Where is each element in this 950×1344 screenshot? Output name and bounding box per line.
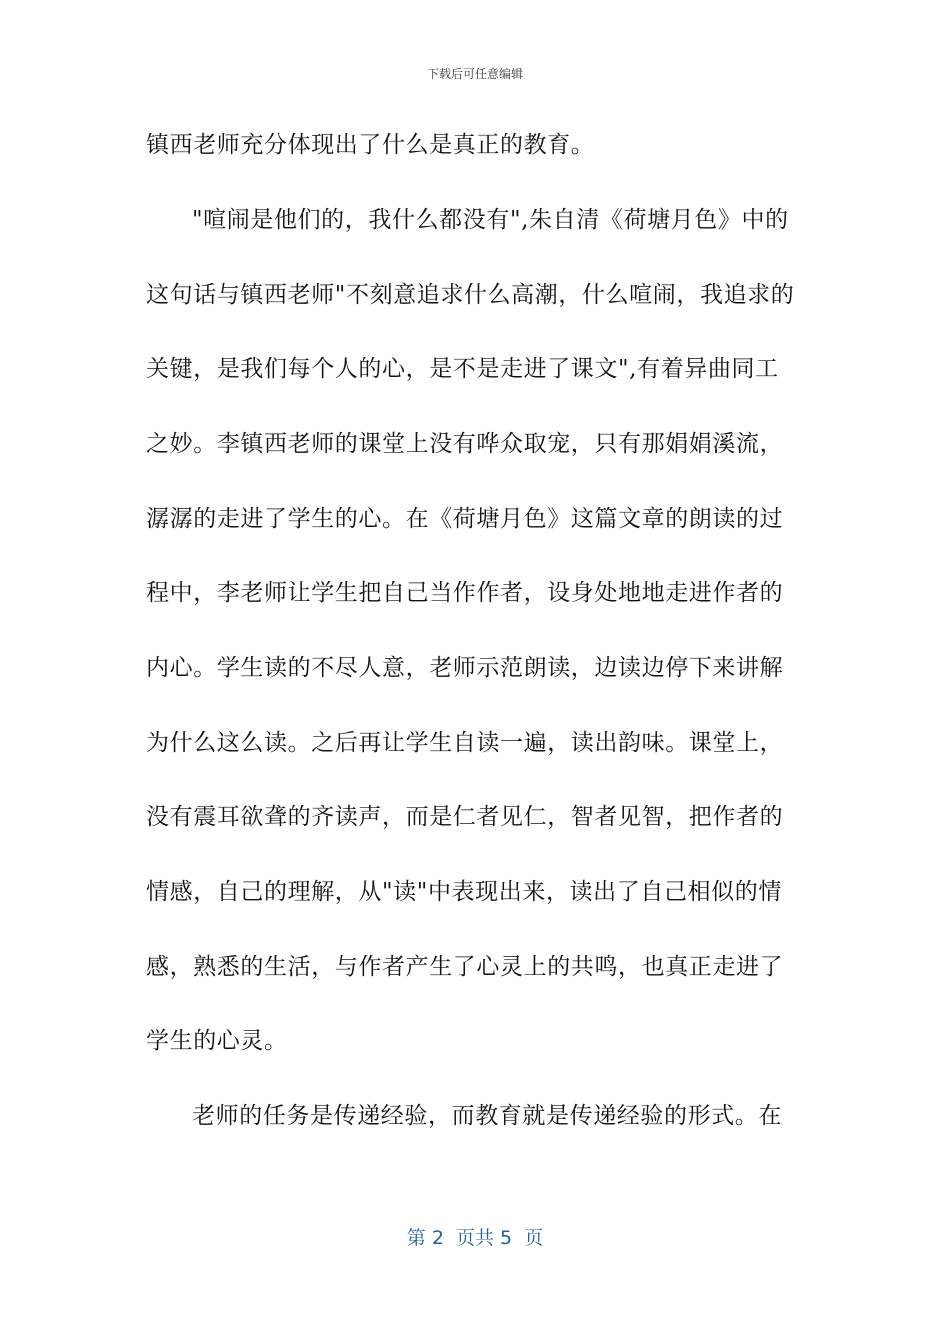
- paragraph-line: 感，熟悉的生活，与作者产生了心灵上的共鸣，也真正走进了: [146, 954, 784, 980]
- paragraph-line: 程中，李老师让学生把自己当作作者，设身处地地走进作者的: [146, 580, 784, 606]
- paragraph-line: 学生的心灵。: [146, 1028, 288, 1054]
- paragraph-line: 没有震耳欲聋的齐读声，而是仁者见仁，智者见智，把作者的: [146, 804, 784, 830]
- paragraph-line: 之妙。李镇西老师的课堂上没有哗众取宠，只有那娟娟溪流，: [146, 431, 784, 457]
- page-header: 下载后可任意编辑: [426, 67, 523, 81]
- paragraph-line: 内心。学生读的不尽人意，老师示范朗读，边读边停下来讲解: [146, 655, 784, 681]
- paragraph-line: "喧闹是他们的，我什么都没有",朱自清《荷塘月色》中的: [192, 207, 789, 233]
- paragraph-line: 潺潺的走进了学生的心。在《荷塘月色》这篇文章的朗读的过: [146, 506, 784, 532]
- paragraph-line: 情感，自己的理解，从"读"中表现出来，读出了自己相似的情: [146, 879, 782, 905]
- paragraph-line: 为什么这么读。之后再让学生自读一遍，读出韵味。课堂上，: [146, 730, 784, 756]
- paragraph-line: 老师的任务是传递经验，而教育就是传递经验的形式。在: [192, 1103, 782, 1129]
- page-number: 第 2 页共 5 页: [406, 1227, 544, 1249]
- paragraph-line: 镇西老师充分体现出了什么是真正的教育。: [146, 132, 595, 158]
- paragraph-line: 这句话与镇西老师"不刻意追求什么高潮，什么喧闹，我追求的: [146, 282, 795, 308]
- paragraph-line: 关键，是我们每个人的心，是不是走进了课文",有着异曲同工: [146, 356, 779, 382]
